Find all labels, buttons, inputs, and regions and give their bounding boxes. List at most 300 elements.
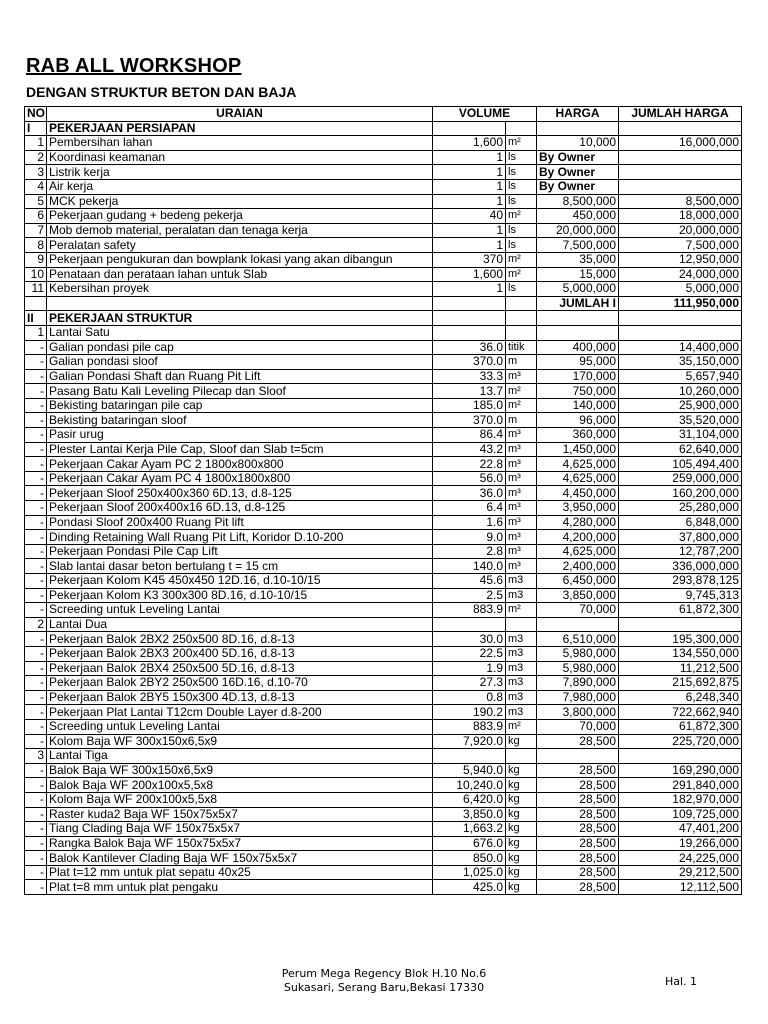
subtotal-row bbox=[25, 296, 742, 311]
cell-jumlah-harga: 25,280,000 bbox=[619, 501, 742, 516]
cell-unit: m bbox=[506, 355, 537, 370]
cell-volume: 22.5 bbox=[433, 646, 506, 661]
cell-uraian: Lantai Satu bbox=[47, 325, 433, 340]
cell-unit: m² bbox=[506, 136, 537, 151]
cell-harga: 10,000 bbox=[537, 136, 619, 151]
cell-volume: 7,920.0 bbox=[433, 734, 506, 749]
cell-uraian: Pondasi Sloof 200x400 Ruang Pit lift bbox=[47, 515, 433, 530]
cell-volume: 1 bbox=[433, 165, 506, 180]
cell-volume: 1 bbox=[433, 179, 506, 194]
cell-harga bbox=[537, 325, 619, 340]
cell-uraian: Listrik kerja bbox=[47, 165, 433, 180]
table-row bbox=[25, 588, 742, 603]
cell-harga: 28,500 bbox=[537, 807, 619, 822]
cell-no: - bbox=[25, 836, 47, 851]
cell-harga bbox=[537, 617, 619, 632]
cell-volume: 40 bbox=[433, 209, 506, 224]
cell-harga: 3,850,000 bbox=[537, 588, 619, 603]
cell-no: - bbox=[25, 763, 47, 778]
cell-unit bbox=[506, 311, 537, 326]
cell-volume bbox=[433, 296, 506, 311]
cell-no: - bbox=[25, 442, 47, 457]
cell-volume: 36.0 bbox=[433, 340, 506, 355]
table-row bbox=[25, 705, 742, 720]
cell-jumlah-harga: 195,300,000 bbox=[619, 632, 742, 647]
cell-volume: 10,240.0 bbox=[433, 778, 506, 793]
cell-unit: m³ bbox=[506, 471, 537, 486]
cell-uraian: Pasir urug bbox=[47, 428, 433, 443]
table-row bbox=[25, 471, 742, 486]
cell-no: 2 bbox=[25, 150, 47, 165]
cell-volume: 1 bbox=[433, 150, 506, 165]
cell-harga: 70,000 bbox=[537, 603, 619, 618]
cell-no: - bbox=[25, 646, 47, 661]
cell-harga: 360,000 bbox=[537, 428, 619, 443]
page-number: Hal. 1 bbox=[665, 975, 698, 988]
cell-uraian: Galian pondasi pile cap bbox=[47, 340, 433, 355]
cell-uraian: Slab lantai dasar beton bertulang t = 15 cm bbox=[47, 559, 433, 574]
cell-uraian: Galian Pondasi Shaft dan Ruang Pit Lift bbox=[47, 369, 433, 384]
cell-harga bbox=[537, 311, 619, 326]
cell-no: 7 bbox=[25, 223, 47, 238]
cell-volume bbox=[433, 325, 506, 340]
cell-no: - bbox=[25, 807, 47, 822]
cell-harga: 6,510,000 bbox=[537, 632, 619, 647]
cell-jumlah-harga: 9,745,313 bbox=[619, 588, 742, 603]
cell-jumlah-harga: 6,848,000 bbox=[619, 515, 742, 530]
cell-no: - bbox=[25, 734, 47, 749]
cell-harga: 750,000 bbox=[537, 384, 619, 399]
cell-jumlah-harga bbox=[619, 165, 742, 180]
cell-no: 1 bbox=[25, 325, 47, 340]
cell-jumlah-harga: 18,000,000 bbox=[619, 209, 742, 224]
cell-volume: 43.2 bbox=[433, 442, 506, 457]
cell-unit: m³ bbox=[506, 428, 537, 443]
cell-jumlah-harga: 29,212,500 bbox=[619, 865, 742, 880]
cell-uraian: Pasang Batu Kali Leveling Pilecap dan Sloof bbox=[47, 384, 433, 399]
cell-uraian: Penataan dan perataan lahan untuk Slab bbox=[47, 267, 433, 282]
cell-volume: 9.0 bbox=[433, 530, 506, 545]
cell-harga: 6,450,000 bbox=[537, 574, 619, 589]
table-row bbox=[25, 544, 742, 559]
cell-harga: 70,000 bbox=[537, 719, 619, 734]
cell-volume: 850.0 bbox=[433, 851, 506, 866]
cell-harga: 28,500 bbox=[537, 822, 619, 837]
table-row bbox=[25, 267, 742, 282]
cell-volume: 370.0 bbox=[433, 413, 506, 428]
cell-jumlah-harga: 336,000,000 bbox=[619, 559, 742, 574]
cell-harga: 400,000 bbox=[537, 340, 619, 355]
table-row bbox=[25, 515, 742, 530]
cell-volume: 1.9 bbox=[433, 661, 506, 676]
cell-jumlah-harga: 6,248,340 bbox=[619, 690, 742, 705]
cell-harga: 35,000 bbox=[537, 252, 619, 267]
cell-volume: 27.3 bbox=[433, 676, 506, 691]
cell-harga: 28,500 bbox=[537, 734, 619, 749]
cell-harga: By Owner bbox=[537, 150, 619, 165]
cell-unit: m3 bbox=[506, 574, 537, 589]
table-row bbox=[25, 398, 742, 413]
cell-unit: m3 bbox=[506, 661, 537, 676]
cell-unit: kg bbox=[506, 734, 537, 749]
cell-no: - bbox=[25, 865, 47, 880]
cell-harga: 28,500 bbox=[537, 778, 619, 793]
cell-uraian: Air kerja bbox=[47, 179, 433, 194]
cell-uraian: Kolom Baja WF 200x100x5,5x8 bbox=[47, 792, 433, 807]
cell-jumlah-harga: 12,950,000 bbox=[619, 252, 742, 267]
header-volume: VOLUME bbox=[433, 107, 537, 122]
cell-no: - bbox=[25, 428, 47, 443]
cell-uraian: Lantai Dua bbox=[47, 617, 433, 632]
cell-no: - bbox=[25, 486, 47, 501]
cell-unit: m² bbox=[506, 719, 537, 734]
table-row bbox=[25, 457, 742, 472]
cell-uraian: Pekerjaan Kolom K45 450x450 12D.16, d.10-10/15 bbox=[47, 574, 433, 589]
cell-no: II bbox=[25, 311, 47, 326]
cell-harga: By Owner bbox=[537, 179, 619, 194]
cell-volume: 13.7 bbox=[433, 384, 506, 399]
cell-unit: ls bbox=[506, 179, 537, 194]
cell-harga: 28,500 bbox=[537, 851, 619, 866]
cell-jumlah-harga: 12,787,200 bbox=[619, 544, 742, 559]
cell-unit: ls bbox=[506, 194, 537, 209]
cell-no: 3 bbox=[25, 749, 47, 764]
cell-jumlah-harga: 722,662,940 bbox=[619, 705, 742, 720]
cell-unit: m3 bbox=[506, 588, 537, 603]
cell-unit: ls bbox=[506, 223, 537, 238]
cell-volume: 1 bbox=[433, 194, 506, 209]
cell-unit: titik bbox=[506, 340, 537, 355]
cell-harga: JUMLAH I bbox=[537, 296, 619, 311]
cell-jumlah-harga: 11,212,500 bbox=[619, 661, 742, 676]
cell-no: - bbox=[25, 457, 47, 472]
cell-volume: 1 bbox=[433, 223, 506, 238]
cell-volume: 0.8 bbox=[433, 690, 506, 705]
rab-table bbox=[24, 106, 742, 895]
cell-jumlah-harga bbox=[619, 617, 742, 632]
cell-volume: 1,663.2 bbox=[433, 822, 506, 837]
table-row bbox=[25, 661, 742, 676]
cell-uraian: PEKERJAAN STRUKTUR bbox=[47, 311, 433, 326]
cell-unit: kg bbox=[506, 807, 537, 822]
table-row bbox=[25, 646, 742, 661]
cell-jumlah-harga: 62,640,000 bbox=[619, 442, 742, 457]
cell-volume bbox=[433, 311, 506, 326]
cell-volume: 425.0 bbox=[433, 880, 506, 895]
cell-unit: kg bbox=[506, 851, 537, 866]
cell-jumlah-harga: 19,266,000 bbox=[619, 836, 742, 851]
cell-no: I bbox=[25, 121, 47, 136]
table-row bbox=[25, 559, 742, 574]
cell-unit: m³ bbox=[506, 544, 537, 559]
cell-harga: 95,000 bbox=[537, 355, 619, 370]
cell-uraian: Pekerjaan Balok 2BY2 250x500 16D.16, d.10-70 bbox=[47, 676, 433, 691]
cell-uraian: Pekerjaan Sloof 250x400x360 6D.13, d.8-125 bbox=[47, 486, 433, 501]
cell-unit: m² bbox=[506, 603, 537, 618]
table-row bbox=[25, 179, 742, 194]
cell-jumlah-harga: 61,872,300 bbox=[619, 603, 742, 618]
cell-unit: m³ bbox=[506, 501, 537, 516]
cell-jumlah-harga: 20,000,000 bbox=[619, 223, 742, 238]
cell-no: - bbox=[25, 851, 47, 866]
cell-unit: kg bbox=[506, 763, 537, 778]
table-row bbox=[25, 223, 742, 238]
cell-no: 2 bbox=[25, 617, 47, 632]
cell-unit: ls bbox=[506, 150, 537, 165]
header-uraian: URAIAN bbox=[47, 107, 433, 122]
cell-volume: 36.0 bbox=[433, 486, 506, 501]
document-subtitle: DENGAN STRUKTUR BETON DAN BAJA bbox=[26, 84, 297, 100]
cell-no: - bbox=[25, 398, 47, 413]
cell-unit: m² bbox=[506, 384, 537, 399]
cell-no: - bbox=[25, 471, 47, 486]
cell-volume: 370.0 bbox=[433, 355, 506, 370]
cell-unit: kg bbox=[506, 880, 537, 895]
cell-jumlah-harga: 61,872,300 bbox=[619, 719, 742, 734]
cell-no: - bbox=[25, 515, 47, 530]
table-row bbox=[25, 369, 742, 384]
cell-harga: 170,000 bbox=[537, 369, 619, 384]
cell-no: - bbox=[25, 530, 47, 545]
cell-unit bbox=[506, 749, 537, 764]
cell-no: - bbox=[25, 705, 47, 720]
cell-uraian: Rangka Balok Baja WF 150x75x5x7 bbox=[47, 836, 433, 851]
cell-harga: 28,500 bbox=[537, 836, 619, 851]
cell-uraian: Pekerjaan Cakar Ayam PC 2 1800x800x800 bbox=[47, 457, 433, 472]
cell-no: - bbox=[25, 690, 47, 705]
cell-unit: m3 bbox=[506, 705, 537, 720]
cell-jumlah-harga: 24,225,000 bbox=[619, 851, 742, 866]
table-row bbox=[25, 194, 742, 209]
table-row bbox=[25, 340, 742, 355]
cell-jumlah-harga: 111,950,000 bbox=[619, 296, 742, 311]
table-row bbox=[25, 530, 742, 545]
cell-uraian: Balok Baja WF 200x100x5,5x8 bbox=[47, 778, 433, 793]
cell-volume: 3,850.0 bbox=[433, 807, 506, 822]
cell-unit: m² bbox=[506, 267, 537, 282]
cell-harga: 28,500 bbox=[537, 865, 619, 880]
cell-jumlah-harga bbox=[619, 325, 742, 340]
cell-uraian: Screeding untuk Leveling Lantai bbox=[47, 719, 433, 734]
cell-uraian: Bekisting bataringan pile cap bbox=[47, 398, 433, 413]
cell-no: - bbox=[25, 719, 47, 734]
table-row bbox=[25, 486, 742, 501]
cell-uraian: Balok Baja WF 300x150x6,5x9 bbox=[47, 763, 433, 778]
cell-harga bbox=[537, 121, 619, 136]
cell-harga: 7,980,000 bbox=[537, 690, 619, 705]
table-row bbox=[25, 763, 742, 778]
cell-harga: By Owner bbox=[537, 165, 619, 180]
cell-jumlah-harga: 31,104,000 bbox=[619, 428, 742, 443]
table-row bbox=[25, 501, 742, 516]
cell-volume: 1,025.0 bbox=[433, 865, 506, 880]
cell-uraian: Koordinasi keamanan bbox=[47, 150, 433, 165]
cell-harga: 450,000 bbox=[537, 209, 619, 224]
cell-uraian bbox=[47, 296, 433, 311]
cell-no: - bbox=[25, 384, 47, 399]
cell-volume: 1,600 bbox=[433, 136, 506, 151]
cell-no: - bbox=[25, 588, 47, 603]
cell-harga: 20,000,000 bbox=[537, 223, 619, 238]
cell-jumlah-harga: 182,970,000 bbox=[619, 792, 742, 807]
cell-harga: 28,500 bbox=[537, 792, 619, 807]
cell-volume: 1.6 bbox=[433, 515, 506, 530]
cell-unit: kg bbox=[506, 822, 537, 837]
cell-volume: 2.5 bbox=[433, 588, 506, 603]
cell-volume: 370 bbox=[433, 252, 506, 267]
cell-no: - bbox=[25, 501, 47, 516]
cell-harga: 4,625,000 bbox=[537, 471, 619, 486]
cell-volume: 86.4 bbox=[433, 428, 506, 443]
table-row bbox=[25, 734, 742, 749]
cell-jumlah-harga: 37,800,000 bbox=[619, 530, 742, 545]
cell-uraian: Tiang Clading Baja WF 150x75x5x7 bbox=[47, 822, 433, 837]
cell-harga: 5,000,000 bbox=[537, 282, 619, 297]
cell-volume: 1 bbox=[433, 238, 506, 253]
cell-unit: kg bbox=[506, 865, 537, 880]
cell-volume bbox=[433, 617, 506, 632]
cell-uraian: Kebersihan proyek bbox=[47, 282, 433, 297]
cell-no: - bbox=[25, 880, 47, 895]
table-row bbox=[25, 807, 742, 822]
cell-jumlah-harga: 259,000,000 bbox=[619, 471, 742, 486]
table-row bbox=[25, 836, 742, 851]
cell-unit: m³ bbox=[506, 369, 537, 384]
cell-uraian: Plat t=12 mm untuk plat sepatu 40x25 bbox=[47, 865, 433, 880]
header-no: NO bbox=[25, 107, 47, 122]
table-row bbox=[25, 209, 742, 224]
cell-volume: 5,940.0 bbox=[433, 763, 506, 778]
cell-jumlah-harga: 35,150,000 bbox=[619, 355, 742, 370]
cell-unit: ls bbox=[506, 282, 537, 297]
table-row bbox=[25, 574, 742, 589]
table-row bbox=[25, 603, 742, 618]
cell-volume bbox=[433, 749, 506, 764]
cell-no: - bbox=[25, 676, 47, 691]
cell-uraian: Pekerjaan Balok 2BX4 250x500 5D.16, d.8-13 bbox=[47, 661, 433, 676]
cell-harga: 4,625,000 bbox=[537, 457, 619, 472]
cell-no: 1 bbox=[25, 136, 47, 151]
table-row bbox=[25, 238, 742, 253]
cell-uraian: Pekerjaan Cakar Ayam PC 4 1800x1800x800 bbox=[47, 471, 433, 486]
cell-uraian: Dinding Retaining Wall Ruang Pit Lift, Koridor D.10-200 bbox=[47, 530, 433, 545]
cell-uraian: Peralatan safety bbox=[47, 238, 433, 253]
cell-unit: m³ bbox=[506, 515, 537, 530]
cell-uraian: Pekerjaan Balok 2BX2 250x500 8D.16, d.8-13 bbox=[47, 632, 433, 647]
table-row bbox=[25, 282, 742, 297]
cell-harga: 140,000 bbox=[537, 398, 619, 413]
table-header-row bbox=[25, 107, 742, 122]
cell-jumlah-harga: 14,400,000 bbox=[619, 340, 742, 355]
cell-no: 11 bbox=[25, 282, 47, 297]
cell-jumlah-harga: 10,260,000 bbox=[619, 384, 742, 399]
group-row bbox=[25, 617, 742, 632]
cell-jumlah-harga: 24,000,000 bbox=[619, 267, 742, 282]
cell-jumlah-harga: 105,494,400 bbox=[619, 457, 742, 472]
cell-no: - bbox=[25, 559, 47, 574]
cell-unit: kg bbox=[506, 792, 537, 807]
cell-uraian: Pekerjaan Kolom K3 300x300 8D.16, d.10-10/15 bbox=[47, 588, 433, 603]
cell-volume: 185.0 bbox=[433, 398, 506, 413]
cell-no: - bbox=[25, 632, 47, 647]
header-harga: HARGA bbox=[537, 107, 619, 122]
cell-harga: 28,500 bbox=[537, 763, 619, 778]
cell-uraian: Kolom Baja WF 300x150x6,5x9 bbox=[47, 734, 433, 749]
cell-harga: 8,500,000 bbox=[537, 194, 619, 209]
cell-jumlah-harga: 8,500,000 bbox=[619, 194, 742, 209]
cell-uraian: Pekerjaan gudang + bedeng pekerja bbox=[47, 209, 433, 224]
cell-uraian: Balok Kantilever Clading Baja WF 150x75x5x7 bbox=[47, 851, 433, 866]
cell-uraian: Pekerjaan Pondasi Pile Cap Lift bbox=[47, 544, 433, 559]
footer-address bbox=[0, 967, 768, 995]
cell-unit bbox=[506, 617, 537, 632]
cell-unit: kg bbox=[506, 836, 537, 851]
table-row bbox=[25, 822, 742, 837]
cell-unit: m² bbox=[506, 209, 537, 224]
cell-jumlah-harga: 291,840,000 bbox=[619, 778, 742, 793]
cell-jumlah-harga: 225,720,000 bbox=[619, 734, 742, 749]
cell-no: - bbox=[25, 355, 47, 370]
cell-jumlah-harga: 16,000,000 bbox=[619, 136, 742, 151]
cell-harga: 3,950,000 bbox=[537, 501, 619, 516]
cell-unit bbox=[506, 325, 537, 340]
cell-unit: m² bbox=[506, 398, 537, 413]
cell-unit: m³ bbox=[506, 442, 537, 457]
cell-unit: m³ bbox=[506, 457, 537, 472]
cell-jumlah-harga: 5,000,000 bbox=[619, 282, 742, 297]
cell-unit: m bbox=[506, 413, 537, 428]
cell-jumlah-harga: 169,290,000 bbox=[619, 763, 742, 778]
cell-uraian: Raster kuda2 Baja WF 150x75x5x7 bbox=[47, 807, 433, 822]
cell-unit: m² bbox=[506, 252, 537, 267]
cell-jumlah-harga bbox=[619, 179, 742, 194]
table-row bbox=[25, 676, 742, 691]
cell-volume: 883.9 bbox=[433, 603, 506, 618]
cell-harga: 1,450,000 bbox=[537, 442, 619, 457]
table-row bbox=[25, 355, 742, 370]
cell-volume: 56.0 bbox=[433, 471, 506, 486]
table-row bbox=[25, 413, 742, 428]
cell-uraian: MCK pekerja bbox=[47, 194, 433, 209]
header-jumlah-harga: JUMLAH HARGA bbox=[619, 107, 742, 122]
cell-jumlah-harga bbox=[619, 311, 742, 326]
cell-volume: 883.9 bbox=[433, 719, 506, 734]
cell-volume: 33.3 bbox=[433, 369, 506, 384]
cell-no: 9 bbox=[25, 252, 47, 267]
cell-jumlah-harga: 160,200,000 bbox=[619, 486, 742, 501]
table-row bbox=[25, 778, 742, 793]
cell-volume: 140.0 bbox=[433, 559, 506, 574]
cell-no: - bbox=[25, 369, 47, 384]
cell-uraian: Galian pondasi sloof bbox=[47, 355, 433, 370]
table-row bbox=[25, 719, 742, 734]
table-row bbox=[25, 792, 742, 807]
cell-uraian: Pekerjaan Balok 2BY5 150x300 4D.13, d.8-13 bbox=[47, 690, 433, 705]
document-title: RAB ALL WORKSHOP bbox=[26, 55, 242, 77]
cell-no: - bbox=[25, 661, 47, 676]
cell-uraian: Pembersihan lahan bbox=[47, 136, 433, 151]
cell-volume: 1 bbox=[433, 282, 506, 297]
cell-volume: 30.0 bbox=[433, 632, 506, 647]
cell-unit bbox=[506, 121, 537, 136]
cell-jumlah-harga: 293,878,125 bbox=[619, 574, 742, 589]
cell-volume: 1,600 bbox=[433, 267, 506, 282]
cell-volume: 676.0 bbox=[433, 836, 506, 851]
table-body bbox=[25, 121, 742, 894]
cell-harga: 5,980,000 bbox=[537, 661, 619, 676]
table-row bbox=[25, 136, 742, 151]
footer-address-line1: Perum Mega Regency Blok H.10 No.6 bbox=[281, 967, 487, 980]
